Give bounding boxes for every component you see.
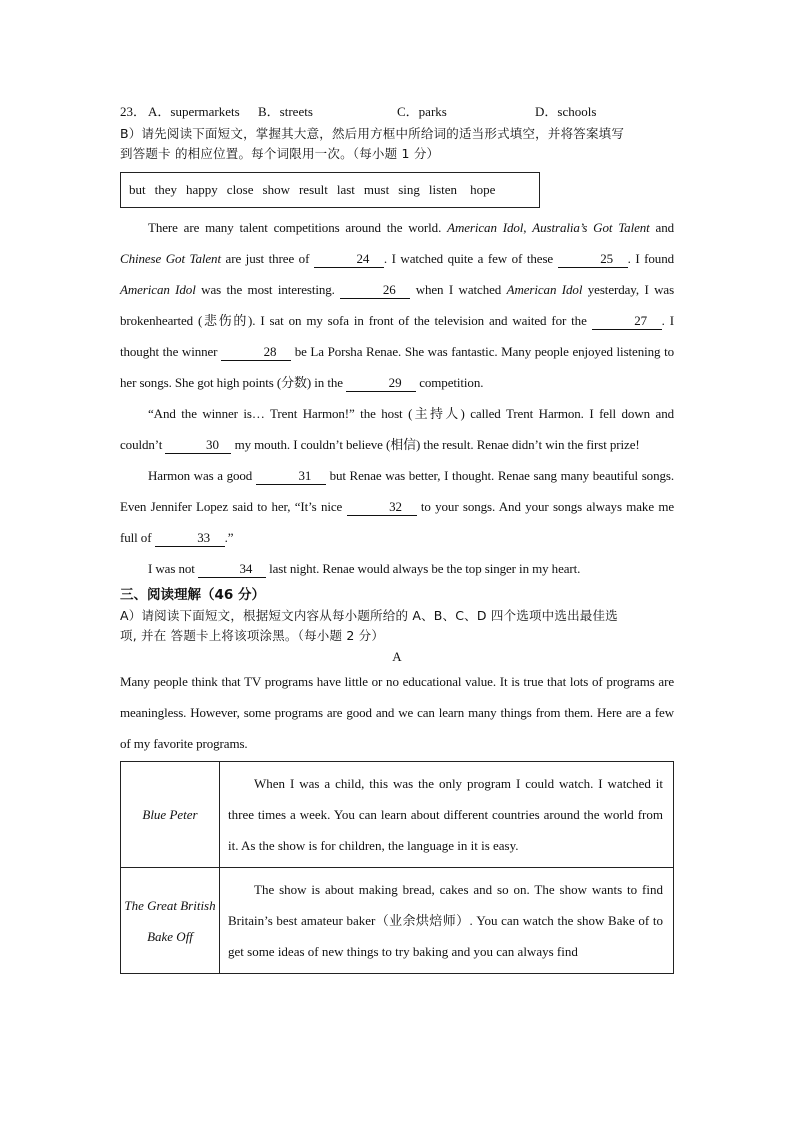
word: sing: [398, 182, 420, 197]
passage-paragraph-3: Harmon was a good 31 but Renae was better, I thought. Renae sang many beautiful songs. Even Jennifer Lopez said to her, “It’s nice 32 to your songs. And your songs always make me full of 33 .”: [120, 468, 675, 545]
blank-27[interactable]: 27: [592, 313, 662, 330]
passage-paragraph-2: “And the winner is… Trent Harmon!” the host (主持人) called Trent Harmon. I fell down and couldn’t 30 my mouth. I couldn’t believe (相信) the result. Renae didn’t win the first prize!: [120, 406, 674, 452]
program-name: Blue Peter: [121, 762, 220, 868]
exam-page: [120, 100, 674, 974]
blank-24[interactable]: 24: [314, 251, 384, 268]
blank-33[interactable]: 33: [155, 530, 225, 547]
blank-26[interactable]: 26: [340, 282, 410, 299]
word: result: [298, 182, 328, 197]
table-row: [121, 762, 674, 868]
passage-paragraph-1: There are many talent competitions around the world. American Idol, Australia’s Got Talent and Chinese Got Talent are just three of 24 . I watched quite a few of these 25 . I found American Idol was the most interesting. 26 when I watched American Idol yesterday, I was brokenhearted (悲伤的). I sat on my sofa in front of the television and waited for the 27 . I thought the winner 28 be La Porsha Renae. She was fantastic. Many people enjoyed listening to her songs. She got high points (分数) in the 29 competition.: [120, 220, 675, 390]
blank-31[interactable]: 31: [256, 468, 326, 485]
reading-intro: Many people think that TV programs have little or no educational value. It is true that lots of programs are meaningless. However, some programs are good and we can learn many things from them. Here are a few of my favorite programs.: [120, 674, 674, 751]
word: show: [262, 182, 290, 197]
program-description: When I was a child, this was the only program I could watch. I watched it three times a week. You can learn about different countries around the world from it. As the show is for children, the language in it is easy.: [220, 762, 674, 868]
program-name: The Great British Bake Off: [121, 868, 220, 974]
passage-label: A: [392, 649, 402, 664]
word: but: [129, 182, 146, 197]
option-c: C．parks: [397, 104, 447, 119]
program-description: The show is about making bread, cakes and so on. The show wants to find Britain’s best amateur baker（业余烘焙师）. You can watch the show Bake of to get some ideas of new things to try baking and you can always find: [220, 868, 674, 974]
blank-28[interactable]: 28: [221, 344, 291, 361]
table-row: [121, 868, 674, 974]
blank-25[interactable]: 25: [558, 251, 628, 268]
question-23: [120, 100, 674, 124]
word-box: [120, 172, 540, 208]
part-b-instruction-1: B）请先阅读下面短文，掌握其大意，然后用方框中所给词的适当形式填空，并将答案填写: [120, 126, 625, 141]
blank-34[interactable]: 34: [198, 561, 266, 578]
programs-table: [120, 761, 674, 974]
word: listen: [428, 182, 458, 197]
blank-32[interactable]: 32: [347, 499, 417, 516]
option-a: A．supermarkets: [148, 104, 240, 119]
option-d: D．schools: [535, 104, 597, 119]
word: last: [336, 182, 355, 197]
word: they: [154, 182, 178, 197]
section-3-instruction-2: 项, 并在 答题卡上将该项涂黑。（每小题 2 分）: [120, 628, 385, 643]
word: happy: [186, 182, 218, 197]
blank-30[interactable]: 30: [165, 437, 231, 454]
blank-29[interactable]: 29: [346, 375, 416, 392]
word: close: [226, 182, 254, 197]
part-b-instruction-2: 到答题卡 的相应位置。每个词限用一次。（每小题 1 分）: [120, 146, 440, 161]
option-b: B．streets: [258, 104, 313, 119]
section-3-title: 三、阅读理解（46 分）: [120, 587, 265, 603]
section-3-instruction-1: A）请阅读下面短文，根据短文内容从每小题所给的 A、B、C、D 四个选项中选出最佳选: [120, 608, 618, 623]
word: must: [363, 182, 390, 197]
passage-paragraph-4: I was not 34 last night. Renae would always be the top singer in my heart.: [148, 561, 581, 576]
word: hope: [470, 182, 496, 197]
question-number: 23．: [120, 104, 147, 119]
